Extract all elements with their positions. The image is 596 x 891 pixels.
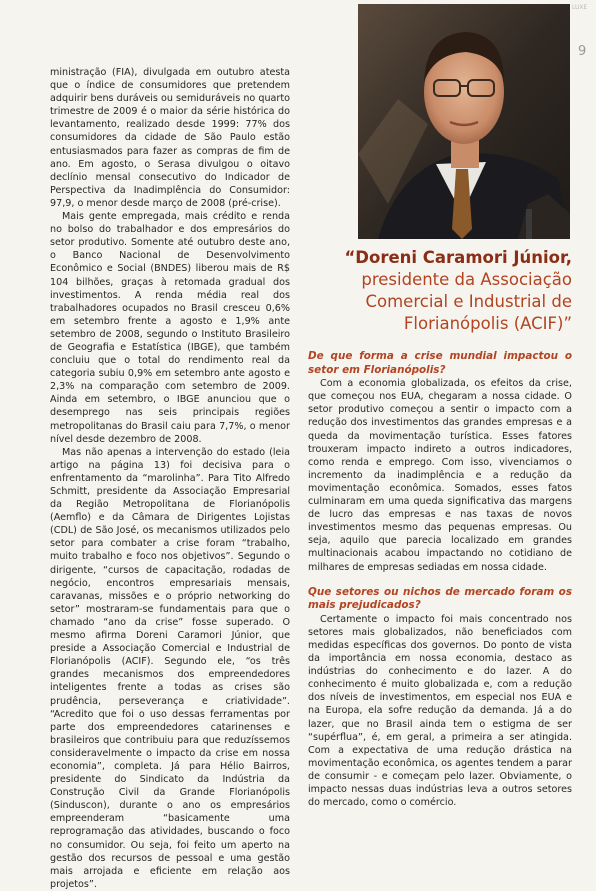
- interview-answer: Com a economia globalizada, os efeitos da crise, que começou nos EUA, chegaram a nossa cidade. O setor produtivo começou a sentir o impacto com a redução dos investimentos das grandes empresas e a queda da movimentação turística. Esses fatores trouxeram impacto indireto a outros indicadores, como renda e emprego. Com isso, vivenciamos o incremento da inadimplência e a redução da movimentação econômica. Somados, esses fatos culminaram em uma queda significativa das margens de lucro das empresas e nas taxas de novos investimentos mesmo das pequenas empresas. Ou seja, aquilo que parecia localizado em grandes multinacionais acabou impactando no cotidiano de milhares de empresas sediadas em nossa cidade.: [308, 378, 572, 573]
- pull-quote: [318, 247, 572, 335]
- article-paragraph: Mais gente empregada, mais crédito e renda no bolso do trabalhador e dos empresários do setor produtivo. Somente até outubro deste ano, o Banco Nacional de Desenvolvimento Econômico e Social (BNDES) liberou mais de R$ 104 bilhões, graças à retomada gradual dos investimentos. A renda média real dos trabalhadores ocupados no Brasil cresceu 0,6% em setembro frente a agosto e 1,9% ante setembro de 2008, segundo o Instituto Brasileiro de Geografia e Estatística (IBGE), que também concluiu que o total do rendimento real da categoria subiu 0,9% em setembro ante agosto e 2,3% na comparação com setembro de 2009. Ainda em setembro, o IBGE anunciou que o desemprego nas seis principais regiões metropolitanas do Brasil caiu para 7,7%, o menor nível desde dezembro de 2008.: [50, 211, 290, 445]
- interview-answer: Certamente o impacto foi mais concentrado nos setores mais globalizados, não beneficiados com medidas específicas dos governos. Do ponto de vista da importância em nossa economia, destaco as indústrias do conhecimento e do lazer. A do conhecimento é muito globalizada e, com a redução dos níveis de investimentos, em especial nos EUA e na Europa, ela sofre redução da demanda. Já a do lazer, que no Brasil ainda tem o estigma de ser “supérflua”, é, em geral, a primeira a ser atingida. Com a expectativa de uma redução drástica na movimentação econômica, os agentes tendem a parar de consumir - e começam pelo lazer. Obviamente, o impacto nessas duas indústrias leva a outros setores do mercado, como o comércio.: [308, 613, 572, 809]
- spacer: [308, 574, 572, 586]
- portrait-photo: [358, 4, 570, 239]
- article-paragraph: ministração (FIA), divulgada em outubro atesta que o índice de consumidores que pretendem adquirir bens duráveis ou semiduráveis no quarto trimestre de 2009 é o maior da série histórica do levantamento, realizado desde 1999: 77% dos consumidores da cidade de São Paulo estão entusiasmados para fazer as compras de fim de ano. Em agosto, o Serasa divulgou o oitavo declínio mensal consecutivo do Indicador de Perspectiva da Inadimplência do Consumidor: 97,9, o menor desde março de 2008 (pré-crise).: [50, 67, 290, 209]
- portrait-illustration: [358, 4, 570, 239]
- interview-column: [308, 350, 572, 809]
- quote-role: presidente da Associação Comercial e Industrial de Florianópolis (ACIF)”: [361, 270, 572, 333]
- quote-name: “Doreni Caramori Júnior,: [344, 248, 572, 267]
- article-paragraph: Mas não apenas a intervenção do estado (leia artigo na página 13) foi decisiva para o enfrentamento da “marolinha”. Para Tito Alfredo Schmitt, presidente da Associação Empresarial da Região Metropolitana de Florianópolis (Aemflo) e da Câmara de Dirigentes Lojistas (CDL) de São José, os mecanismos utilizados pelo setor para combater a crise foram “trabalho, muito trabalho e foco nos objetivos”. Segundo o dirigente, “cursos de capacitação, rodadas de negócio, encontros empresariais mensais, caravanas, missões e o próprio networking do setor” mostraram-se fundamentais para que o chamado “ano da crise” fosse superado. O mesmo afirma Doreni Caramori Júnior, que preside a Associação Comercial e Industrial de Florianópolis (ACIF). Segundo ele, “os três grandes mecanismos dos empreendedores inteligentes frente a todas as crises são prudência, perseverança e criatividade”. “Acredito que foi o uso dessas ferramentas por parte dos empreendedores catarinenses e brasileiros que contribuiu para que reduzíssemos consideravelmente o impacto da crise em nossa economia”, completa. Já para Hélio Bairros, presidente do Sindicato da Indústria da Construção Civil da Grande Florianópolis (Sinduscon), durante o ano os empresários empreenderam “basicamente uma reprogramação das atividades, buscando o foco no consumidor. Ou seja, foi feito um aperto na gestão dos recursos de pessoal e uma gestão mais arrojada e eficiente em relação aos projetos”.: [50, 446, 290, 890]
- interview-question: Que setores ou nichos de mercado foram os mais prejudicados?: [308, 585, 572, 612]
- corner-mark: LUXE: [572, 4, 588, 11]
- interview-question: De que forma a crise mundial impactou o setor em Florianópolis?: [308, 350, 572, 376]
- page-number: 9: [578, 44, 587, 59]
- article-left-column: [50, 66, 290, 891]
